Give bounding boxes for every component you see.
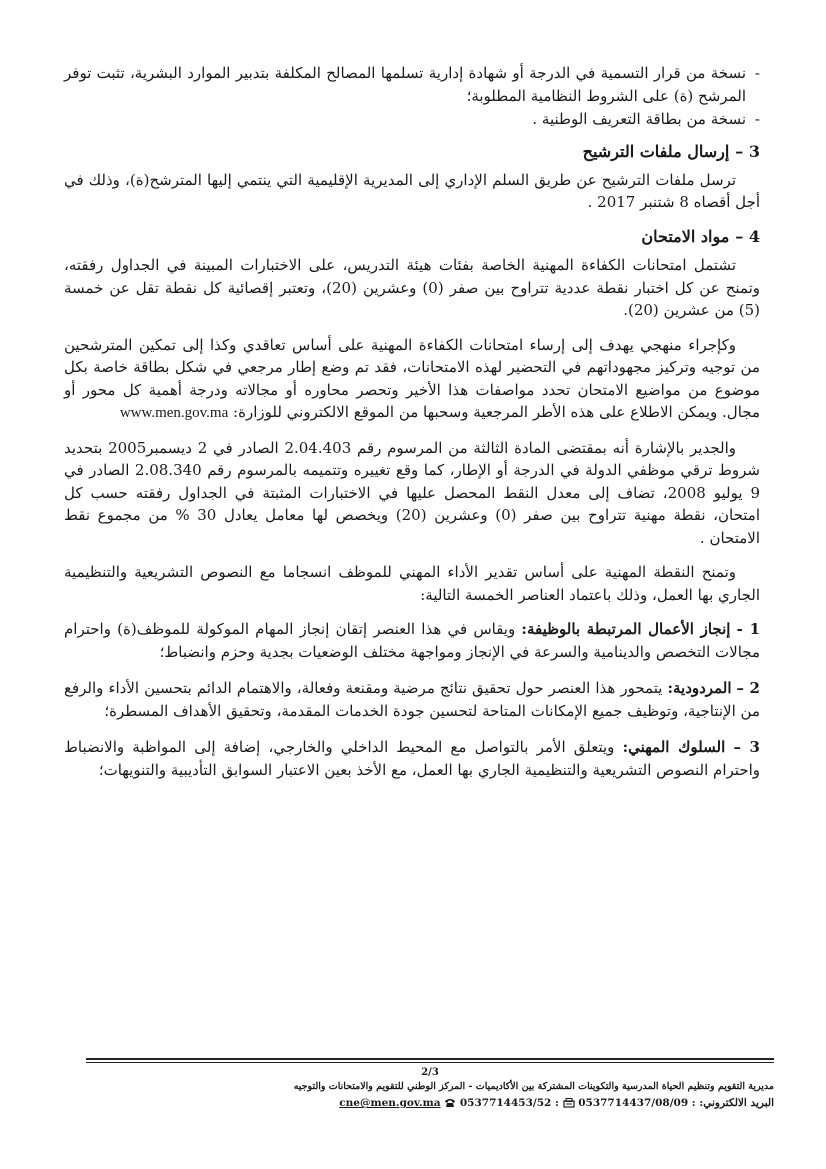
section-4-title: مواد الامتحان <box>641 226 730 246</box>
section-4-paragraph-2 <box>64 334 760 425</box>
criterion-1-text: ويقاس في هذا العنصر إتقان إنجاز المهام الموكولة للموظف(ة) واحترام مجالات التخصص والدينامية والسرعة في الإنجاز ومواجهة مختلف الوضعيات بجدية وحزم وانضباط؛ <box>64 620 760 661</box>
email-label: البريد الالكتروني: <box>699 1097 774 1110</box>
section-4-paragraph-1: تشتمل امتحانات الكفاءة المهنية الخاصة بفئات هيئة التدريس، على الاختبارات المبينة في الجداول رفقته، وتمنح عن كل اختبار نقطة عددية تتراوح بين صفر (0) وعشرين (20)، وتعتبر إقصائية كل نقطة تقل عن خمسة (5) من عشرين (20). <box>64 256 760 320</box>
criterion-1-title: إنجاز الأعمال المرتبطة بالوظيفة: <box>521 620 731 639</box>
criterion-3-number: 3 – <box>733 738 760 757</box>
section-4-paragraph-3: والجدير بالإشارة أنه بمقتضى المادة الثالثة من المرسوم رقم 2.04.403 الصادر في 2 ديسمبر2005 بتحديد شروط ترقي موظفي الدولة في الدرجة أو الإطار، كما وقع تغييره وتتميمه بالمرسوم رقم 2.08.340 الصادر في 9 يوليو 2008، تضاف إلى معدل النقط المحصل عليها في الاختبارات المثبتة في الجداول رفقته حسب كل امتحان، نقطة مهنية تتراوح بين صفر (0) وعشرين (20) ويخصص لها معامل يعادل 30 % من مجموع نقط الامتحان . <box>64 438 761 547</box>
section-3-title: إرسال ملفات الترشيح <box>582 141 730 161</box>
fax-icon <box>563 1098 575 1108</box>
page-number: 2/3 <box>421 1067 439 1078</box>
email-link[interactable]: cne@men.gov.ma <box>339 1097 441 1110</box>
criterion-2-text: يتمحور هذا العنصر حول تحقيق نتائج مرضية ومقنعة وفعالة، والاهتمام الدائم بتحسين الأداء والرفع من الإنتاجية، وتوظيف جميع الإمكانات المتاحة لتحسين جودة الخدمات المقدمة، وتحقيق الأهداف المسطرة؛ <box>64 679 760 720</box>
footer-contact <box>86 1097 774 1109</box>
footer-organization: مديرية التقويم وتنظيم الحياة المدرسية والتكوينات المشتركة بين الأكاديميات - المركز الوطني للتقويم والامتحانات والتوجيه <box>293 1081 774 1092</box>
fax-number <box>563 1097 696 1109</box>
criterion-1 <box>64 618 760 663</box>
criterion-2-title: المردودية: <box>667 679 732 698</box>
criterion-2 <box>64 677 760 722</box>
fax-value: 0537714437/08/09 : <box>578 1097 696 1110</box>
criterion-2-number: 2 – <box>736 679 760 698</box>
ministry-website-link[interactable]: www.men.gov.ma <box>119 405 229 422</box>
section-4-paragraph-2-text: وكإجراء منهجي يهدف إلى إرساء امتحانات الكفاءة المهنية على أساس تعاقدي وكذا إلى تمكين المترشحين من توجيه وتركيز مجهوداتهم في التحضير لهذه الامتحانات، فقد تم وضع إطار مرجعي في شكل بطاقة خاصة بكل موضوع من مواضيع الامتحان تحدد مواصفات هذا الأخير وتحصر محاوره أو مجالاته ودرجة أهمية كل محور أو مجال. ويمكن الاطلاع على هذه الأطر المرجعية وسحبها من الموقع الالكتروني للوزارة: <box>64 335 760 422</box>
phone-number <box>444 1097 562 1109</box>
criterion-1-number: 1 - <box>736 620 760 639</box>
bullet-appointment-decision: - نسخة من قرار التسمية في الدرجة أو شهادة إدارية تسلمها المصالح المكلفة بتدبير الموارد البشرية، تثبت توفر المرشح (ة) على الشروط النظامية المطلوبة؛ <box>64 62 760 107</box>
criterion-3 <box>64 736 760 781</box>
section-3-number: 3 – <box>735 141 760 161</box>
section-4-paragraph-4: وتمنح النقطة المهنية على أساس تقدير الأداء المهني للموظف انسجاما مع النصوص التشريعية والتنظيمية الجاري بها العمل، وذلك باعتماد العناصر الخمسة التالية: <box>64 563 760 604</box>
phone-icon <box>444 1098 456 1108</box>
criterion-3-title: السلوك المهني: <box>622 738 726 757</box>
page-footer <box>86 1058 774 1109</box>
phone-value: 0537714453/52 : <box>459 1097 559 1110</box>
section-4-number: 4 – <box>735 226 760 246</box>
required-documents-list <box>64 62 760 131</box>
section-4-heading <box>64 226 760 248</box>
criterion-3-text: ويتعلق الأمر بالتواصل مع المحيط الداخلي والخارجي، إضافة إلى المواظبة والانضباط واحترام النصوص التشريعية والتنظيمية الجاري بها العمل، مع الأخذ بعين الاعتبار السوابق التأديبية والتنويهات؛ <box>64 738 760 779</box>
section-3-heading <box>64 141 760 163</box>
bullet-national-id: - نسخة من بطاقة التعريف الوطنية . <box>64 108 760 131</box>
section-3-text: ترسل ملفات الترشيح عن طريق السلم الإداري إلى المديرية الإقليمية التي ينتمي إليها المترشح(ة)، وذلك في أجل أقصاه 8 شتنبر 2017 . <box>64 170 760 212</box>
footer-divider <box>86 1058 774 1063</box>
